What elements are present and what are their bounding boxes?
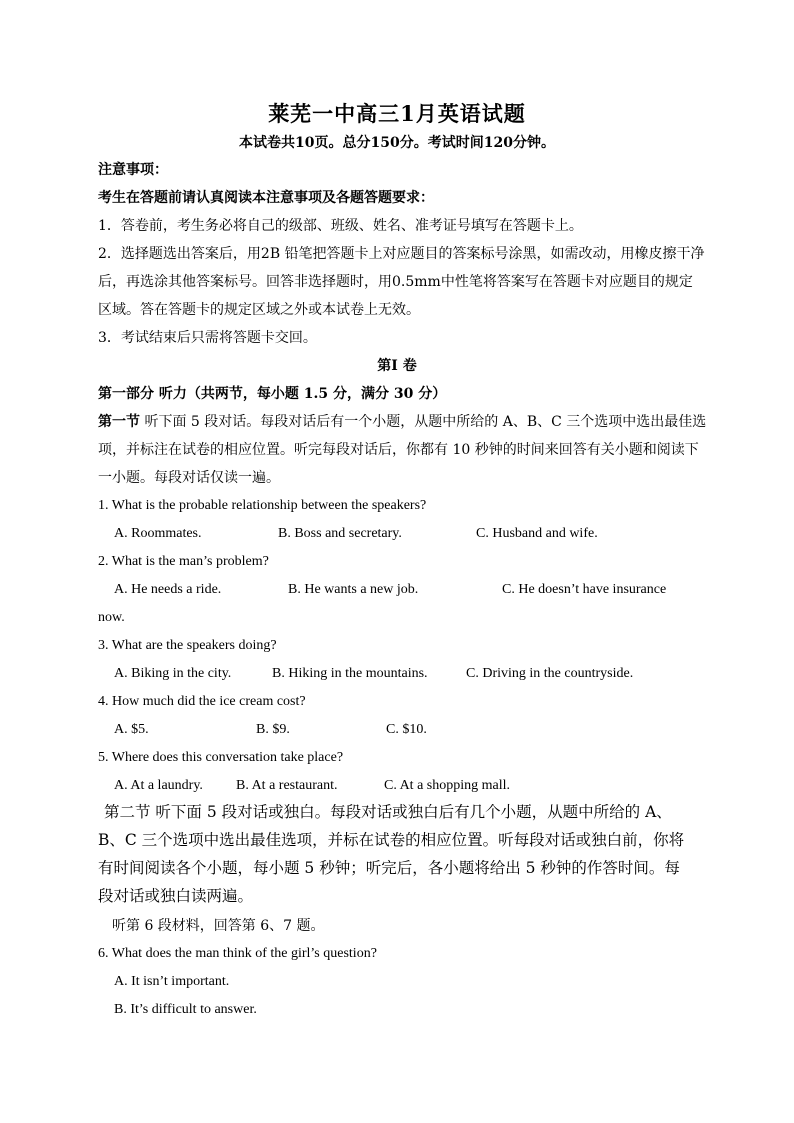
question-5-stem: 5. Where does this conversation take place? bbox=[98, 750, 344, 765]
section1-instructions: 听下面 5 段对话。每段对话后有一个小题，从题中所给的 A、B、C 三个选项中选出最佳选 bbox=[140, 414, 707, 430]
section1-label: 第一节 bbox=[98, 414, 140, 430]
section2-line-3: 有时间阅读各个小题，每小题 5 秒钟；听完后，各小题将给出 5 秒钟的作答时间。每 bbox=[98, 859, 680, 877]
part1-heading: 第一部分 听力（共两节，每小题 1.5 分，满分 30 分） bbox=[98, 386, 447, 402]
question-3-stem: 3. What are the speakers doing? bbox=[98, 638, 277, 653]
question-6-stem: 6. What does the man think of the girl’s question? bbox=[98, 946, 377, 961]
question-1-stem: 1. What is the probable relationship between the speakers? bbox=[98, 498, 427, 513]
section2-line-4: 段对话或独白读两遍。 bbox=[98, 887, 254, 905]
question-2-option-a: A. He needs a ride. bbox=[114, 582, 222, 597]
page-subtitle: 本试卷共10页。总分150分。考试时间120分钟。 bbox=[239, 135, 555, 151]
question-4-option-c: C. $10. bbox=[386, 722, 427, 737]
question-1-option-b: B. Boss and secretary. bbox=[278, 526, 402, 541]
listen-material-6: 听第 6 段材料，回答第 6、7 题。 bbox=[112, 918, 325, 934]
notice-intro: 考生在答题前请认真阅读本注意事项及各题答题要求： bbox=[98, 190, 434, 206]
question-5-option-c: C. At a shopping mall. bbox=[384, 778, 510, 793]
notice-item-2-line-2: 后，再选涂其他答案标号。回答非选择题时，用0.5mm中性笔将答案写在答题卡对应题目的规定 bbox=[98, 274, 693, 290]
question-1-option-a: A. Roommates. bbox=[114, 526, 202, 541]
question-2-stem: 2. What is the man’s problem? bbox=[98, 554, 269, 569]
question-2-option-c: C. He doesn’t have insurance bbox=[502, 582, 667, 597]
question-3-option-b: B. Hiking in the mountains. bbox=[272, 666, 428, 681]
section1-line-1 bbox=[98, 412, 706, 432]
section1-line-3: 一小题。每段对话仅读一遍。 bbox=[98, 470, 280, 486]
question-6-option-b: B. It’s difficult to answer. bbox=[114, 1002, 257, 1017]
question-4-stem: 4. How much did the ice cream cost? bbox=[98, 694, 306, 709]
question-6-option-a: A. It isn’t important. bbox=[114, 974, 230, 989]
section1-line-2: 项，并标注在试卷的相应位置。听完每段对话后，你都有 10 秒钟的时间来回答有关小题和阅读下 bbox=[98, 442, 699, 458]
notice-item-1: 1．答卷前，考生务必将自己的级部、班级、姓名、准考证号填写在答题卡上。 bbox=[98, 218, 583, 234]
volume-heading: 第I 卷 bbox=[377, 358, 417, 374]
section2-line-1: 第二节 听下面 5 段对话或独白。每段对话或独白后有几个小题，从题中所给的 A、 bbox=[104, 803, 672, 821]
question-4-option-a: A. $5. bbox=[114, 722, 149, 737]
question-3-option-a: A. Biking in the city. bbox=[114, 666, 232, 681]
question-3-option-c: C. Driving in the countryside. bbox=[466, 666, 634, 681]
question-2-option-b: B. He wants a new job. bbox=[288, 582, 419, 597]
notice-item-3: 3．考试结束后只需将答题卡交回。 bbox=[98, 330, 317, 346]
page-title: 莱芜一中高三1月英语试题 bbox=[268, 101, 526, 126]
notice-item-2-line-1: 2．选择题选出答案后，用2B 铅笔把答题卡上对应题目的答案标号涂黑，如需改动，用橡皮擦干净 bbox=[98, 246, 705, 262]
notice-heading: 注意事项： bbox=[98, 162, 168, 178]
section2-line-2: B、C 三个选项中选出最佳选项，并标在试卷的相应位置。听每段对话或独白前，你将 bbox=[98, 831, 685, 849]
question-1-option-c: C. Husband and wife. bbox=[476, 526, 598, 541]
question-5-option-a: A. At a laundry. bbox=[114, 778, 203, 793]
question-5-option-b: B. At a restaurant. bbox=[236, 778, 338, 793]
question-2-option-c-continued: now. bbox=[98, 610, 125, 625]
question-4-option-b: B. $9. bbox=[256, 722, 290, 737]
notice-item-2-line-3: 区域。答在答题卡的规定区域之外或本试卷上无效。 bbox=[98, 302, 420, 318]
